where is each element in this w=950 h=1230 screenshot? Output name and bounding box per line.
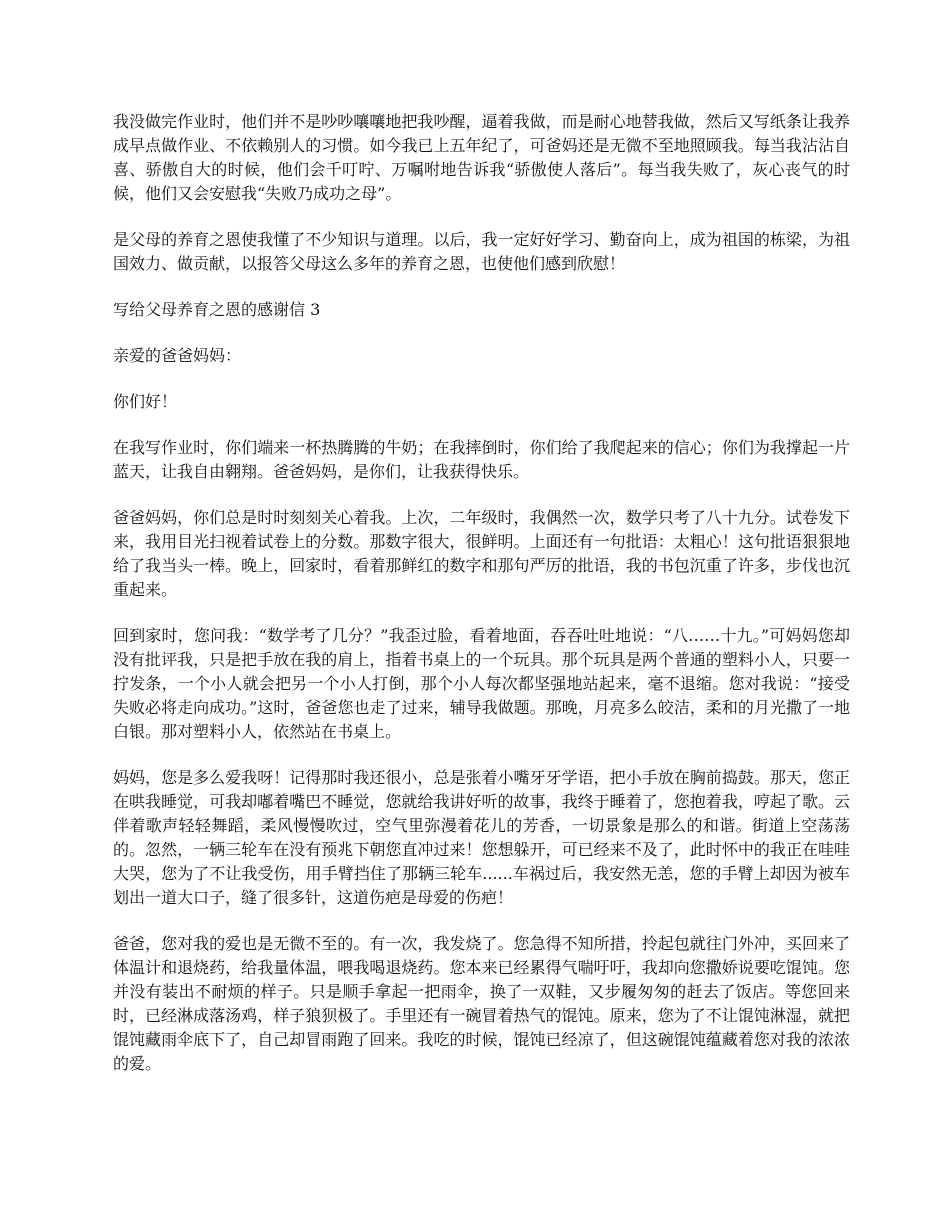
greeting: 你们好！ [113, 392, 178, 411]
paragraph-home-story: 回到家时，您问我：“数学考了几分？”我歪过脸，看着地面，吞吞吐吐地说：“八……十九。”可妈妈您却没有批评我，只是把手放在我的肩上，指着书桌上的一个玩具。那个玩具是两个普通的塑料小人，只要一拧发条，一个小人就会把另一个小人打倒，那个小人每次都坚强地站起来，毫不退缩。您对我说：“接受失败必将走向成功。”这时，爸爸您也走了过来，辅导我做题。那晚，月亮多么皎洁，柔和的月光撒了一地白银。那对塑料小人，依然站在书桌上。 [113, 626, 850, 741]
paragraph-mother-love: 妈妈，您是多么爱我呀！记得那时我还很小，总是张着小嘴牙牙学语，把小手放在胸前捣鼓。那天，您正在哄我睡觉，可我却嘟着嘴巴不睡觉，您就给我讲好听的故事，我终于睡着了，您抱着我，哼起了歌。云伴着歌声轻轻舞蹈，柔风慢慢吹过，空气里弥漫着花儿的芳香，一切景象是那么的和谐。街道上空荡荡的。忽然，一辆三轮车在没有预兆下朝您直冲过来！您想躲开，可已经来不及了，此时怀中的我正在哇哇大哭，您为了不让我受伤，用手臂挡住了那辆三轮车......车祸过后，我安然无恙，您的手臂上却因为被车划出一道大口子，缝了很多针，这道伤疤是母爱的伤疤！ [113, 768, 850, 907]
paragraph-gratitude-conclusion: 是父母的养育之恩使我懂了不少知识与道理。以后，我一定好好学习、勤奋向上，成为祖国的栋梁，为祖国效力、做贡献，以报答父母这么多年的养育之恩，也使他们感到欣慰！ [113, 230, 850, 273]
paragraph-exam-story: 爸爸妈妈，你们总是时时刻刻关心着我。上次，二年级时，我偶然一次，数学只考了八十九分。试卷发下来，我用目光扫视着试卷上的分数。那数字很大，很鲜明。上面还有一句批语：太粗心！这句批语狠狠地给了我当头一棒。晚上，回家时，看着那鲜红的数字和那句严厉的批语，我的书包沉重了许多，步伐也沉重起来。 [113, 508, 850, 599]
paragraph-father-love: 爸爸，您对我的爱也是无微不至的。有一次，我发烧了。您急得不知所措，拎起包就往门外冲，买回来了体温计和退烧药，给我量体温，喂我喝退烧药。您本来已经累得气喘吁吁，我却向您撒娇说要吃馄饨。您并没有装出不耐烦的样子。只是顺手拿起一把雨伞，换了一双鞋，又步履匆匆的赶去了饭店。等您回来时，已经淋成落汤鸡，样子狼狈极了。手里还有一碗冒着热气的馄饨。原来，您为了不让馄饨淋湿，就把馄饨藏雨伞底下了，自己却冒雨跑了回来。我吃的时候，馄饨已经凉了，但这碗馄饨蕴藏着您对我的浓浓的爱。 [113, 934, 850, 1073]
salutation: 亲爱的爸爸妈妈： [113, 346, 242, 365]
document-body [113, 110, 850, 1098]
paragraph-opening: 在我写作业时，你们端来一杯热腾腾的牛奶；在我摔倒时，你们给了我爬起来的信心；你们为我撑起一片蓝天，让我自由翱翔。爸爸妈妈，是你们，让我获得快乐。 [113, 438, 850, 481]
section-title: 写给父母养育之恩的感谢信 3 [113, 300, 321, 319]
paragraph-childhood-care: 我没做完作业时，他们并不是吵吵嚷嚷地把我吵醒，逼着我做，而是耐心地替我做，然后又写纸条让我养成早点做作业、不依赖别人的习惯。如今我已上五年纪了，可爸妈还是无微不至地照顾我。每当我沾沾自喜、骄傲自大的时候，他们会千叮咛、万嘱咐地告诉我“骄傲使人落后”。每当我失败了，灰心丧气的时候，他们又会安慰我“失败乃成功之母”。 [113, 112, 850, 203]
